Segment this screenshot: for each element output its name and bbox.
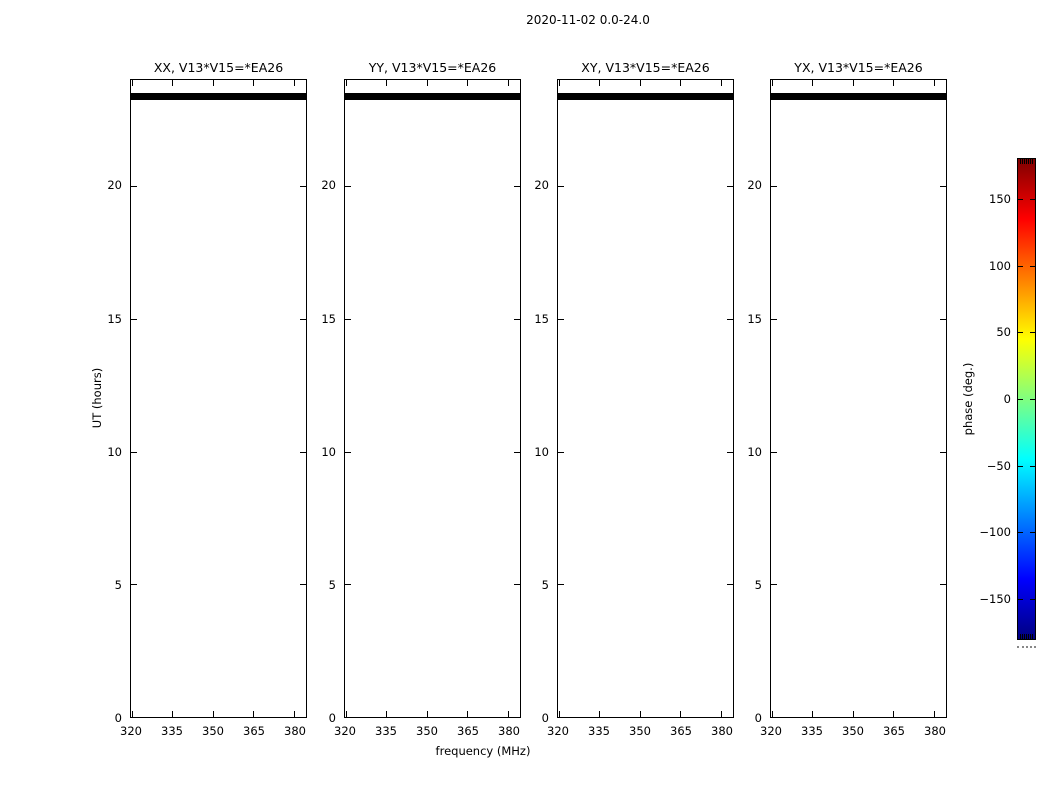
- colorbar-tick-mark: [1018, 532, 1023, 533]
- colorbar-tick-mark: [1018, 332, 1023, 333]
- colorbar-minor-tick: [1030, 634, 1031, 639]
- y-tick-mark: [771, 186, 777, 187]
- colorbar-tick-mark: [1018, 199, 1023, 200]
- x-tick-label: 320: [334, 724, 356, 738]
- colorbar-minor-tick: [1020, 634, 1021, 639]
- x-tick-mark: [853, 80, 854, 86]
- x-tick-label: 350: [202, 724, 224, 738]
- colorbar-tick-mark: [1030, 532, 1035, 533]
- data-band: [345, 93, 520, 100]
- x-tick-label: 335: [588, 724, 610, 738]
- x-tick-mark: [294, 711, 295, 717]
- x-tick-mark: [772, 711, 773, 717]
- x-tick-mark: [427, 711, 428, 717]
- x-tick-mark: [812, 80, 813, 86]
- colorbar-minor-tick: [1032, 634, 1033, 639]
- x-tick-label: 320: [760, 724, 782, 738]
- x-tick-mark: [893, 711, 894, 717]
- x-tick-label: 350: [842, 724, 864, 738]
- colorbar-tick-label: 50: [996, 325, 1011, 339]
- x-tick-mark: [386, 711, 387, 717]
- y-tick-label: 10: [107, 445, 122, 459]
- x-tick-mark: [172, 711, 173, 717]
- panel-yy: [344, 79, 521, 718]
- x-tick-mark: [721, 80, 722, 86]
- y-tick-label: 5: [328, 578, 336, 592]
- x-tick-label: 365: [243, 724, 265, 738]
- colorbar-minor-tick: [1024, 159, 1025, 164]
- x-tick-mark: [427, 80, 428, 86]
- x-tick-label: 365: [670, 724, 692, 738]
- colorbar-tick-label: −100: [979, 525, 1011, 539]
- colorbar-bottom-dotted-line: [1017, 646, 1036, 648]
- colorbar-tick-mark: [1030, 199, 1035, 200]
- x-tick-label: 350: [416, 724, 438, 738]
- y-tick-label: 0: [114, 711, 122, 725]
- y-tick-mark: [345, 452, 351, 453]
- colorbar-minor-tick: [1026, 634, 1027, 639]
- y-tick-label: 10: [534, 445, 549, 459]
- colorbar-minor-tick: [1024, 634, 1025, 639]
- x-tick-mark: [467, 711, 468, 717]
- x-tick-mark: [213, 711, 214, 717]
- colorbar-tick-mark: [1030, 599, 1035, 600]
- colorbar-minor-tick: [1022, 634, 1023, 639]
- colorbar-minor-tick: [1030, 159, 1031, 164]
- colorbar-axis-label: phase (deg.): [961, 362, 975, 436]
- colorbar-minor-tick: [1026, 159, 1027, 164]
- y-tick-label: 15: [107, 312, 122, 326]
- y-tick-mark: [558, 319, 564, 320]
- x-tick-label: 380: [711, 724, 733, 738]
- x-tick-mark: [893, 80, 894, 86]
- y-tick-mark: [131, 186, 137, 187]
- x-tick-mark: [508, 80, 509, 86]
- y-tick-label: 15: [747, 312, 762, 326]
- colorbar-minor-tick: [1032, 159, 1033, 164]
- x-tick-mark: [294, 80, 295, 86]
- x-tick-mark: [386, 80, 387, 86]
- colorbar-tick-mark: [1018, 399, 1023, 400]
- x-tick-label: 380: [498, 724, 520, 738]
- x-tick-mark: [812, 711, 813, 717]
- panel-xx: [130, 79, 307, 718]
- colorbar-tick-mark: [1030, 399, 1035, 400]
- x-tick-mark: [934, 711, 935, 717]
- colorbar-tick-mark: [1018, 266, 1023, 267]
- y-tick-mark: [771, 584, 777, 585]
- colorbar-tick-label: 0: [1003, 392, 1011, 406]
- colorbar-minor-tick: [1022, 159, 1023, 164]
- colorbar-tick-mark: [1030, 332, 1035, 333]
- x-tick-mark: [467, 80, 468, 86]
- colorbar-tick-label: 100: [989, 259, 1011, 273]
- colorbar-gradient: [1017, 158, 1036, 640]
- y-tick-label: 20: [747, 178, 762, 192]
- panel-xy: [557, 79, 734, 718]
- y-tick-mark: [131, 584, 137, 585]
- colorbar-minor-tick: [1028, 634, 1029, 639]
- x-tick-mark: [934, 80, 935, 86]
- x-tick-label: 320: [547, 724, 569, 738]
- y-tick-mark: [940, 452, 946, 453]
- colorbar-tick-mark: [1018, 599, 1023, 600]
- x-tick-mark: [213, 80, 214, 86]
- x-tick-mark: [346, 80, 347, 86]
- y-tick-mark: [345, 584, 351, 585]
- panel-title-xx: XX, V13*V15=*EA26: [153, 60, 284, 75]
- y-tick-mark: [940, 319, 946, 320]
- y-tick-label: 15: [534, 312, 549, 326]
- x-tick-mark: [599, 711, 600, 717]
- x-tick-mark: [253, 711, 254, 717]
- y-tick-label: 20: [534, 178, 549, 192]
- y-tick-label: 5: [754, 578, 762, 592]
- y-tick-label: 20: [321, 178, 336, 192]
- y-tick-label: 5: [541, 578, 549, 592]
- y-tick-mark: [558, 186, 564, 187]
- y-tick-mark: [558, 452, 564, 453]
- x-tick-mark: [132, 80, 133, 86]
- figure-title: 2020-11-02 0.0-24.0: [526, 13, 650, 27]
- colorbar-tick-label: 150: [989, 192, 1011, 206]
- x-axis-label: frequency (MHz): [435, 744, 531, 758]
- colorbar-minor-tick: [1028, 159, 1029, 164]
- y-tick-label: 5: [114, 578, 122, 592]
- y-tick-label: 15: [321, 312, 336, 326]
- panel-title-yx: YX, V13*V15=*EA26: [794, 60, 923, 75]
- y-tick-mark: [940, 584, 946, 585]
- y-tick-label: 0: [541, 711, 549, 725]
- colorbar-tick-label: −150: [979, 592, 1011, 606]
- x-tick-label: 365: [883, 724, 905, 738]
- x-tick-label: 380: [284, 724, 306, 738]
- x-tick-mark: [346, 711, 347, 717]
- x-tick-mark: [132, 711, 133, 717]
- colorbar-tick-mark: [1030, 266, 1035, 267]
- y-tick-label: 10: [321, 445, 336, 459]
- x-tick-mark: [253, 80, 254, 86]
- x-tick-mark: [559, 80, 560, 86]
- x-tick-label: 335: [161, 724, 183, 738]
- y-tick-label: 20: [107, 178, 122, 192]
- y-axis-label: UT (hours): [90, 367, 104, 429]
- panel-title-yy: YY, V13*V15=*EA26: [368, 60, 497, 75]
- x-tick-label: 350: [629, 724, 651, 738]
- colorbar-tick-mark: [1030, 466, 1035, 467]
- x-tick-mark: [853, 711, 854, 717]
- x-tick-label: 365: [457, 724, 479, 738]
- x-tick-label: 320: [120, 724, 142, 738]
- y-tick-mark: [131, 319, 137, 320]
- x-tick-mark: [599, 80, 600, 86]
- y-tick-mark: [558, 584, 564, 585]
- y-tick-mark: [345, 319, 351, 320]
- x-tick-mark: [640, 80, 641, 86]
- y-tick-mark: [771, 319, 777, 320]
- data-band: [771, 93, 946, 100]
- colorbar-tick-mark: [1018, 466, 1023, 467]
- y-tick-label: 0: [328, 711, 336, 725]
- y-tick-mark: [345, 186, 351, 187]
- x-tick-mark: [772, 80, 773, 86]
- x-tick-label: 335: [801, 724, 823, 738]
- x-tick-mark: [640, 711, 641, 717]
- y-tick-mark: [131, 452, 137, 453]
- panel-title-xy: XY, V13*V15=*EA26: [581, 60, 710, 75]
- y-tick-label: 10: [747, 445, 762, 459]
- x-tick-label: 380: [924, 724, 946, 738]
- x-tick-label: 335: [375, 724, 397, 738]
- x-tick-mark: [680, 711, 681, 717]
- colorbar-minor-tick: [1020, 159, 1021, 164]
- data-band: [131, 93, 306, 100]
- colorbar-tick-label: −50: [986, 459, 1011, 473]
- x-tick-mark: [680, 80, 681, 86]
- x-tick-mark: [559, 711, 560, 717]
- data-band: [558, 93, 733, 100]
- y-tick-mark: [940, 186, 946, 187]
- y-tick-label: 0: [754, 711, 762, 725]
- x-tick-mark: [172, 80, 173, 86]
- y-tick-mark: [771, 452, 777, 453]
- panel-yx: [770, 79, 947, 718]
